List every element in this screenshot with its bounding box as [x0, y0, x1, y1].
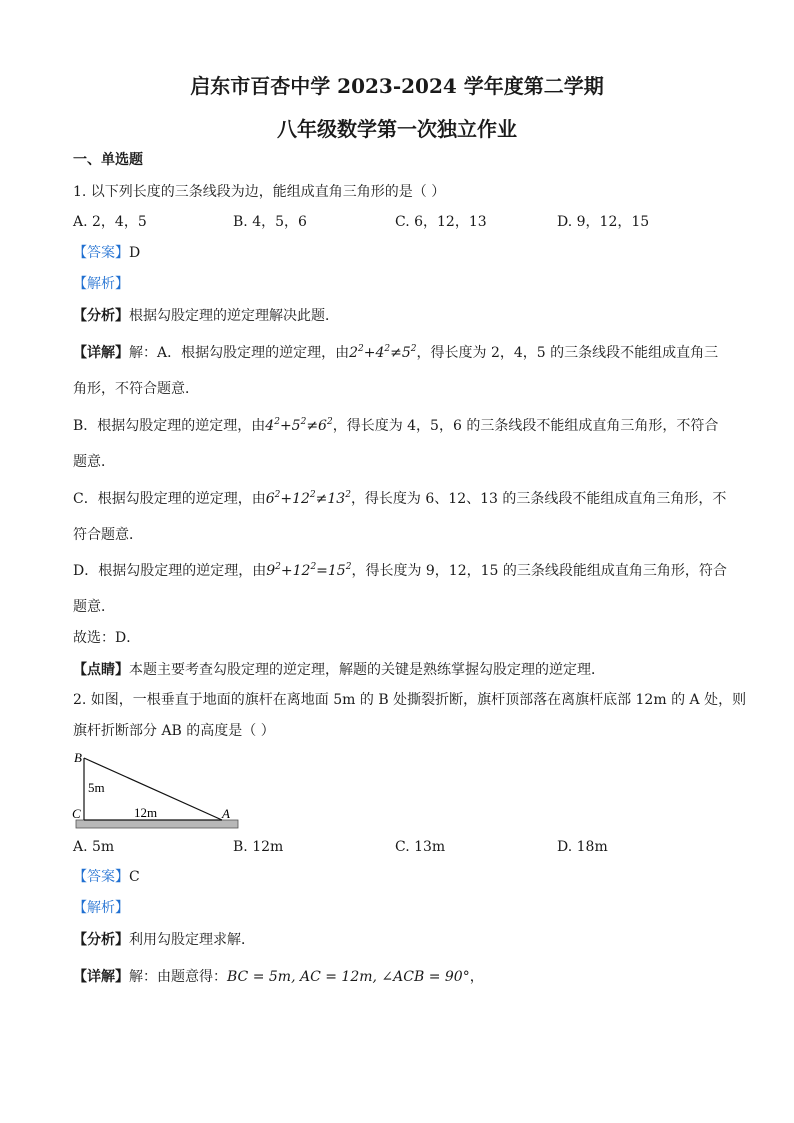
q2-xiangjie [73, 967, 484, 987]
fenxi-tag: 【分析】 [73, 932, 129, 948]
q2-analysis-tag: 【解析】 [73, 900, 129, 916]
q1-d-pre: D．根据勾股定理的逆定理，由 [73, 563, 267, 579]
page-subtitle: 八年级数学第一次独立作业 [277, 117, 517, 141]
q1-b-post: ，得长度为 4，5，6 的三条线段不能组成直角三角形，不符合 [332, 418, 719, 434]
q1-c-line2: 符合题意． [73, 527, 143, 543]
q1-a-equation: $2^2+4^2\ne 5^2$ [349, 344, 417, 361]
label-bc-length: 5m [88, 780, 105, 795]
q1-d-line1 [73, 561, 727, 581]
q1-b-line1 [73, 416, 718, 436]
q2-fenxi-text: 利用勾股定理求解． [129, 932, 255, 948]
q1-dianjing [73, 660, 605, 680]
answer-tag: 【答案】 [73, 869, 129, 885]
answer-tag: 【答案】 [73, 245, 129, 261]
q2-answer: C [129, 869, 140, 885]
q1-option-a: A. 2，4，5 [73, 214, 147, 230]
q1-c-post: ，得长度为 6、12、13 的三条线段不能组成直角三角形，不 [350, 491, 727, 507]
ground-strip [76, 820, 238, 828]
section-heading: 一、单选题 [73, 152, 143, 168]
q2-option-c: C. 13m [395, 839, 446, 855]
q1-a-line2: 角形，不符合题意． [73, 381, 199, 397]
q2-xiangjie-equation: BC = 5m, AC = 12m, ∠ACB = 90° [227, 969, 470, 985]
q1-d-post: ，得长度为 9，12，15 的三条线段能组成直角三角形，符合 [351, 563, 727, 579]
q1-answer-row [73, 243, 140, 263]
q1-b-line2: 题意． [73, 454, 115, 470]
q1-b-pre: B．根据勾股定理的逆定理，由 [73, 418, 266, 434]
q2-answer-row [73, 867, 140, 887]
xiangjie-tag: 【详解】 [73, 345, 129, 361]
xiangjie-tag: 【详解】 [73, 969, 129, 985]
q1-d-equation: $9^2+12^2=15^2$ [266, 562, 352, 579]
q2-xiangjie-pre: 解：由题意得： [129, 969, 227, 985]
label-b: B [74, 750, 82, 765]
dianjing-tag: 【点睛】 [73, 662, 129, 678]
q1-a-pre: 解：A．根据勾股定理的逆定理，由 [129, 345, 350, 361]
q2-stem-line2: 旗杆折断部分 AB 的高度是（ ） [73, 723, 275, 739]
q1-option-d: D. 9，12，15 [557, 214, 650, 230]
q1-option-b: B. 4，5，6 [233, 214, 307, 230]
label-a: A [222, 806, 230, 821]
q1-b-equation: $4^2+5^2\ne 6^2$ [265, 417, 333, 434]
q1-dianjing-text: 本题主要考查勾股定理的逆定理，解题的关键是熟练掌握勾股定理的逆定理． [129, 662, 605, 678]
q1-option-c: C. 6，12，13 [395, 214, 487, 230]
page-title: 启东市百杏中学 2023-2024 学年度第二学期 [190, 74, 604, 98]
q2-option-a: A. 5m [73, 839, 115, 855]
q2-stem-line1: 2. 如图，一根垂直于地面的旗杆在离地面 5m 的 B 处撕裂折断，旗杆顶部落在离旗杆底部 12m 的 A 处，则 [73, 692, 747, 708]
q1-fenxi [73, 306, 339, 326]
q1-a-post: ，得长度为 2，4，5 的三条线段不能组成直角三 [416, 345, 719, 361]
q1-c-equation: $6^2+12^2\ne 13^2$ [265, 490, 351, 507]
fenxi-tag: 【分析】 [73, 308, 129, 324]
q2-fenxi [73, 930, 255, 950]
q1-d-line2: 题意． [73, 599, 115, 615]
q2-option-d: D. 18m [557, 839, 608, 855]
q2-option-b: B. 12m [233, 839, 284, 855]
q1-answer: D [129, 245, 141, 261]
label-ca-length: 12m [134, 805, 158, 820]
triangle-figure [72, 748, 242, 832]
q1-analysis-tag: 【解析】 [73, 276, 129, 292]
q1-c-line1 [73, 489, 726, 509]
q1-choice: 故选：D． [73, 630, 141, 646]
q1-stem: 1. 以下列长度的三条线段为边，能组成直角三角形的是（ ） [73, 184, 446, 200]
q1-c-pre: C．根据勾股定理的逆定理，由 [73, 491, 266, 507]
q1-xiangjie-a-line1 [73, 343, 718, 363]
q1-fenxi-text: 根据勾股定理的逆定理解决此题． [129, 308, 339, 324]
label-c: C [72, 806, 81, 821]
q2-xiangjie-post: ， [469, 969, 484, 985]
